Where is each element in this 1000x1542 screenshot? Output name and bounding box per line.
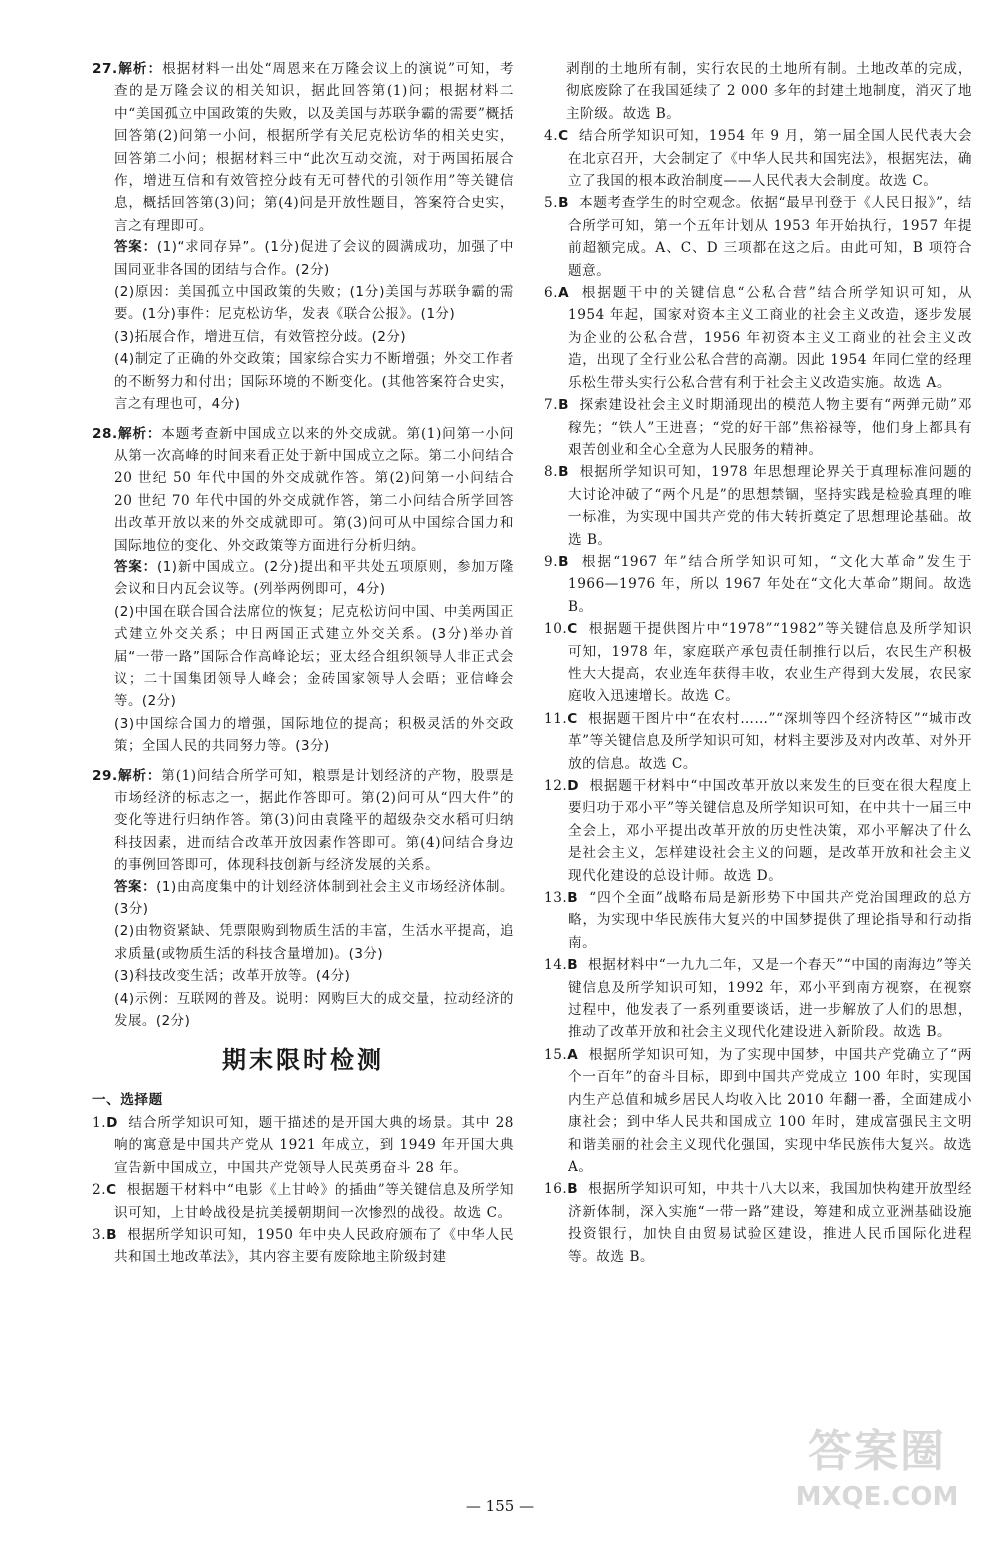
choice-item: [544, 1044, 972, 1178]
item-number: 15.: [544, 1046, 568, 1063]
question-27-analysis: [92, 58, 514, 237]
item-text: 根据题干图片中“在农村……”“深圳等四个经济特区”“城市改革”等关键信息及所学知识可知，材料主要涉及对内改革、对外开放的信息。故选 C。: [568, 710, 972, 772]
item-number: 12.: [544, 778, 568, 794]
choice-item: [92, 1179, 514, 1224]
left-column: [92, 58, 514, 1269]
watermark-logo-top: 答案圈: [808, 1426, 946, 1477]
item-number: 6.: [544, 285, 559, 302]
item-text: 根据材料中“一九九二年，又是一个春天”“中国的南海边”等关键信息及所学知识可知，1992 年，邓小平到南方视察，在视察过程中，他发表了一系列重要谈话，进一步解放了人们的思想，推动了改革开放和社会主义现代化建设进入新阶段。故选 B。: [568, 957, 972, 1041]
item-number: 10.: [544, 621, 568, 638]
choice-item: [544, 887, 972, 954]
analysis-label: 解析：: [117, 61, 163, 77]
answer-label: 答案：: [114, 879, 157, 895]
item-number: 1.: [92, 1114, 107, 1131]
item-answer: B: [558, 553, 569, 570]
item-answer: B: [558, 397, 569, 414]
choice-item-list: [544, 125, 972, 1268]
answer-paragraph: (2)由物资紧缺、凭票限购到物质生活的丰富，生活水平提高，追求质量(或物质生活的科技含量增加)。(3分): [114, 924, 514, 962]
item-text: “四个全面”战略布局是新形势下中国共产党治国理政的总方略，为实现中华民族伟大复兴的中国梦提供了理论指导和行动指南。: [568, 890, 973, 951]
choice-item: [544, 394, 972, 461]
choice-item: [544, 461, 972, 551]
item-answer: C: [567, 710, 578, 727]
item-text: 结合所学知识可知，题干描述的是开国大典的场景。其中 28 响的寓意是中国共产党从 1921 年成立，到 1949 年开国大典宣告新中国成立，中国共产党领导人民英勇奋斗 28 年。: [114, 1114, 514, 1176]
answer-paragraph: (4)示例：互联网的普及。说明：网购巨大的成交量，拉动经济的发展。(2分): [114, 991, 514, 1030]
item-number: 13.: [544, 890, 568, 907]
answer-label: 答案：: [114, 240, 157, 256]
choice-item: [544, 954, 972, 1044]
item-text: 结合所学知识可知，1954 年 9 月，第一届全国人民代表大会在北京召开，大会制定了《中华人民共和国宪法》，根据宪法，确立了我国的根本政治制度——人民代表大会制度。故选 C。: [568, 128, 972, 190]
answer-paragraph: [92, 237, 514, 282]
question-28-analysis: [92, 423, 514, 557]
item-answer: B: [567, 890, 579, 907]
item-number: 3.: [92, 1226, 107, 1243]
answer-text: (1)“求同存异”。(1分)促进了会议的圆满成功，加强了中国同亚非各国的团结与合作。(2分): [114, 240, 515, 278]
choice-item: [544, 618, 972, 708]
answer-paragraph: (4)制定了正确的外交政策；国家综合实力不断增强；外交工作者的不断努力和付出；国际环境的不断变化。(其他答案符合史实，言之有理也可，4分): [114, 352, 514, 413]
answer-text: (1)由高度集中的计划经济体制到社会主义市场经济体制。(3分): [114, 879, 514, 918]
analysis-text: 根据材料一出处“周恩来在万隆会议上的演说”可知，考查的是万隆会议的相关知识，据此回答第(1)问；根据材料二中“美国孤立中国政策的失败，以及美国与苏联争霸的需要”概括回答第(2)问第一小问，根据所学有关尼克松访华的相关史实，回答第二小问；根据材料三中“此次互动交流，对于两国拓展合作，增进互信和有效管控分歧有无可替代的引领作用”等关键信息，概括回答第(3)问；第(4)问是开放性题目，答案符合史实，言之有理即可。: [114, 61, 514, 234]
item-number: 11.: [544, 710, 568, 727]
item-number: 9.: [544, 553, 559, 570]
item-text: 根据所学知识可知，1950 年中央人民政府颁布了《中华人民共和国土地改革法》，其内容主要有废除地主阶级封建: [114, 1226, 514, 1266]
answer-label: 答案：: [114, 559, 157, 575]
question-number: 29.: [92, 767, 118, 784]
item-answer: D: [567, 778, 580, 794]
watermark-logo-bottom: MXQE.COM: [795, 1482, 959, 1512]
choice-item: [544, 708, 972, 775]
item-text: 根据题干材料中“电影《上甘岭》的插曲”等关键信息及所学知识可知，上甘岭战役是抗美援朝期间一次惨烈的战役。故选 C。: [114, 1182, 515, 1221]
item-number: 2.: [92, 1182, 107, 1199]
item-number: 4.: [544, 128, 559, 145]
answer-paragraph: [92, 877, 514, 922]
item-answer: B: [558, 464, 569, 481]
right-column: [544, 58, 972, 1268]
choice-item: [544, 125, 972, 192]
answer-paragraph: (2)中国在联合国合法席位的恢复；尼克松访问中国、中美两国正式建立外交关系；中日两国正式建立外交关系。(3分)举办首届“一带一路”国际合作高峰论坛；亚太经合组织领导人非正式会议；二十国集团领导人峰会；金砖国家领导人会晤；亚信峰会等。(2分): [114, 604, 514, 710]
analysis-label: 解析：: [117, 767, 162, 784]
item-answer: D: [106, 1114, 118, 1131]
answer-paragraph: (2)原因：美国孤立中国政策的失败；(1分)美国与苏联争霸的需要。(1分)事件：尼克松访华，发表《联合公报》。(1分): [114, 285, 514, 323]
watermark-logo: [772, 1422, 982, 1532]
analysis-label: 解析：: [117, 425, 162, 442]
item-number: 5.: [544, 195, 559, 212]
page-number: — 155 —: [465, 1497, 535, 1515]
item-text: 根据所学知识可知，为了实现中国梦，中国共产党确立了“两个一百年”的奋斗目标，即到中国共产党成立 100 年时，实现国内生产总值和城乡居民人均收入比 2010 年翻一番，全面建成小康社会；到中华人民共和国成立 100 年时，建成富强民主文明和谐美丽的社会主义现代化强国，实现中华民族伟大复兴。故选 A。: [568, 1046, 972, 1175]
section-title: 期末限时检测: [222, 1046, 384, 1075]
item-text: 根据题干提供图片中“1978”“1982”等关键信息及所学知识可知，1978 年，家庭联产承包责任制推行以后，农民生产积极性大大提高，农业连年获得丰收，农业生产得到大发展，农民家庭收入迅速增长。故选 C。: [568, 621, 972, 705]
item-answer: C: [106, 1182, 117, 1199]
choice-item: [92, 1112, 514, 1179]
answer-paragraph: (3)拓展合作，增进互信，有效管控分歧。(2分): [114, 329, 407, 345]
item-number: 16.: [544, 1181, 568, 1198]
item-text: 根据题干材料中“中国改革开放以来发生的巨变在很大程度上要归功于邓小平”等关键信息及所学知识可知，在中共十一届三中全会上，邓小平提出改革开放的历史性决策，邓小平解决了什么是社会主义，怎样建设社会主义的问题，是改革开放和社会主义现代化建设的总设计师。故选 D。: [568, 778, 972, 884]
question-number: 27.: [92, 61, 118, 77]
choice-item: [544, 551, 972, 618]
item-answer: B: [567, 1181, 579, 1198]
item-answer: C: [558, 128, 569, 145]
choice-item: [92, 1224, 514, 1269]
item-text: 根据所学知识可知，中共十八大以来，我国加快构建开放型经济新体制，深入实施“一带一路”建设，筹建和成立亚洲基础设施投资银行，加快自由贸易试验区建设，推进人民币国际化进程等。故选 B。: [568, 1181, 972, 1265]
choice-item: [544, 282, 972, 394]
item-text: 本题考查学生的时空观念。依据“最早刊登于《人民日报》”，结合所学可知，第一个五年计划从 1953 年开始执行，1957 年提前超额完成。A、C、D 三项都在这之后。由此可知，B 项符合题意。: [568, 195, 973, 279]
item-text: 根据所学知识可知，1978 年思想理论界关于真理标准问题的大讨论冲破了“两个凡是”的思想禁锢，坚持实践是检验真理的唯一标准，为实现中国共产党的伟大转折奠定了思想理论基础。故选 B。: [568, 464, 972, 548]
answer-paragraph: (3)中国综合国力的增强，国际地位的提高；积极灵活的外交政策；全国人民的共同努力等。(3分): [114, 716, 514, 755]
choice-item: [544, 1178, 972, 1268]
analysis-text: 第(1)问结合所学可知，粮票是计划经济的产物，股票是市场经济的标志之一，据此作答即可。第(2)问可从“四大件”的变化等进行归纳作答。第(3)问由袁隆平的超级杂交水稻可归纳科技因素，进而结合改革开放因素作答即可。第(4)问结合身边的事例回答即可，体现科技创新与经济发展的关系。: [114, 767, 514, 874]
question-number: 28.: [92, 425, 118, 442]
item-text: 探索建设社会主义时期涌现出的模范人物主要有“两弹元勋”邓稼先；“铁人”王进喜；“党的好干部”焦裕禄等，他们身上都具有艰苦创业和全心全意为人民服务的精神。: [568, 397, 972, 458]
answer-paragraph: [92, 557, 514, 602]
answer-text: (1)新中国成立。(2分)提出和平共处五项原则，参加万隆会议和日内瓦会议等。(列举两例即可，4分): [114, 559, 514, 598]
item-text: 根据题干中的关键信息“公私合营”结合所学知识可知，从 1954 年起，国家对资本主义工商业的社会主义改造，逐步发展为企业的公私合营，1956 年初资本主义工商业的社会主义改造，出现了全行业公私合营的高潮。因此 1954 年同仁堂的经理乐松生带头实行公私合营有利于社会主义改造实施。故选 A。: [568, 285, 972, 391]
item-answer: A: [567, 1046, 579, 1063]
choice-item: [544, 192, 972, 282]
item-answer: B: [558, 195, 569, 212]
item-number: 14.: [544, 957, 568, 974]
item-number: 7.: [544, 397, 559, 414]
item-text: 根据“1967 年”结合所学知识可知，“文化大革命”发生于 1966—1976 年，所以 1967 年处在“文化大革命”期间。故选 B。: [568, 553, 972, 615]
choice-item: [544, 775, 972, 887]
item-answer: A: [558, 285, 570, 302]
item-answer: B: [567, 957, 579, 974]
item-number: 8.: [544, 464, 559, 481]
item-answer: C: [567, 621, 578, 638]
choice-item-continued: 剥削的土地所有制，实行农民的土地所有制。土地改革的完成，彻底废除了在我国延续了 2 000 多年的封建土地制度，消灭了地主阶级。故选 B。: [566, 61, 972, 122]
question-29-analysis: [92, 765, 514, 877]
subsection-heading: 一、选择题: [92, 1092, 163, 1109]
item-answer: B: [106, 1226, 117, 1243]
analysis-text: 本题考查新中国成立以来的外交成就。第(1)问第一小问从第一次高峰的时间来看正处于新中国成立之际。第二小问结合 20 世纪 50 年代中国的外交成就作答。第(2)问第一小问结合 20 世纪 70 年代中国的外交成就作答，第二小问结合所学回答出改革开放以来的外交成就即可。第(3)问可从中国综合国力和国际地位的变化、外交政策等方面进行分析归纳。: [114, 425, 514, 554]
answer-paragraph: (3)科技改变生活；改革开放等。(4分): [114, 969, 351, 985]
